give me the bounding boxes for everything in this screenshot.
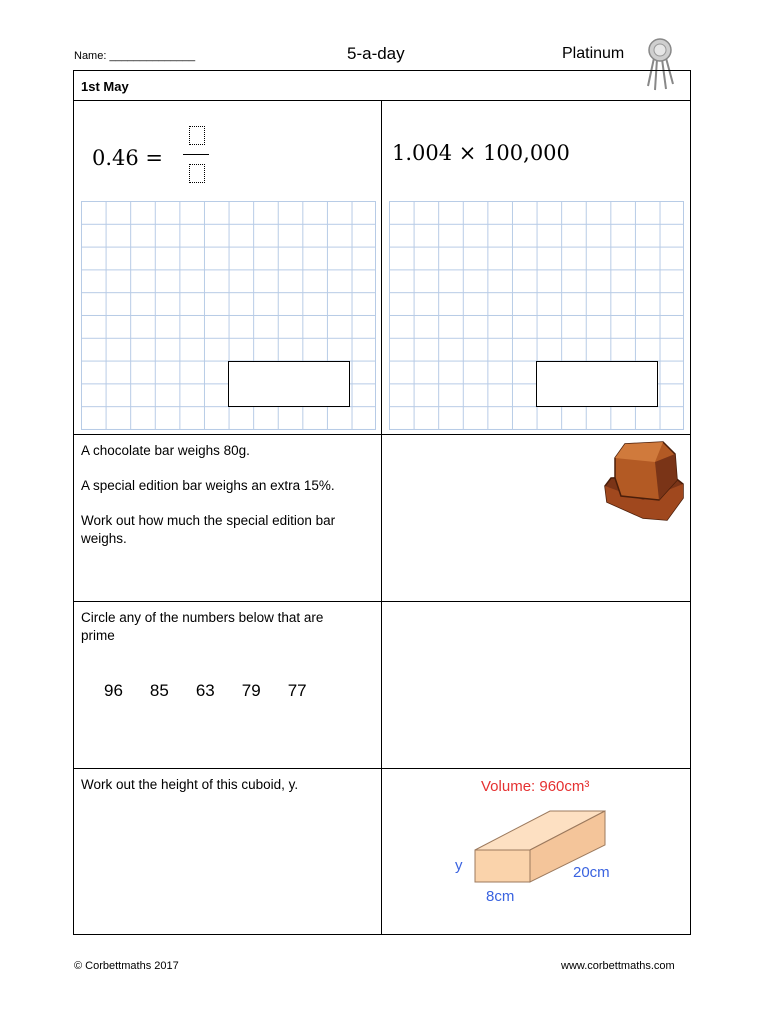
answer-box[interactable]: [536, 361, 658, 407]
answer-box[interactable]: [228, 361, 350, 407]
row-divider: [73, 768, 691, 769]
question-text: weighs.: [81, 531, 127, 546]
date-row: [73, 70, 691, 101]
row-divider: [73, 601, 691, 602]
width-label: 8cm: [486, 888, 515, 905]
fraction-blank: [183, 126, 211, 186]
number-option[interactable]: 77: [287, 681, 307, 700]
volume-label: Volume: 960cm³: [481, 778, 590, 795]
number-option[interactable]: 85: [149, 681, 169, 700]
q2-expression: 1.004 × 100,000: [392, 141, 570, 165]
question-text: Work out the height of this cuboid, y.: [81, 777, 299, 792]
question-text: Work out how much the special edition bar: [81, 513, 336, 528]
copyright: © Corbettmaths 2017: [74, 960, 179, 972]
website-link[interactable]: www.corbettmaths.com: [561, 960, 675, 972]
name-field-label: Name: ______________: [74, 50, 196, 62]
question-text: Circle any of the numbers below that are: [81, 610, 324, 625]
question-text: A chocolate bar weighs 80g.: [81, 443, 250, 458]
question-text: A special edition bar weighs an extra 15%.: [81, 478, 335, 493]
denominator-box[interactable]: [189, 164, 205, 183]
level-label: Platinum: [562, 45, 625, 62]
number-list: [104, 681, 334, 701]
fraction-bar: [183, 154, 209, 155]
q1-expression: 0.46 =: [92, 146, 164, 170]
page-title: 5-a-day: [347, 44, 405, 63]
number-option[interactable]: 96: [104, 681, 123, 700]
numerator-box[interactable]: [189, 126, 205, 145]
number-option[interactable]: 63: [195, 681, 215, 700]
column-divider: [381, 101, 382, 935]
height-label: y: [455, 857, 463, 874]
number-option[interactable]: 79: [241, 681, 261, 700]
chocolate-bar-icon: [603, 440, 685, 522]
question-text: prime: [81, 628, 115, 643]
date-label: 1st May: [81, 79, 129, 94]
row-divider: [73, 434, 691, 435]
length-label: 20cm: [573, 864, 610, 881]
